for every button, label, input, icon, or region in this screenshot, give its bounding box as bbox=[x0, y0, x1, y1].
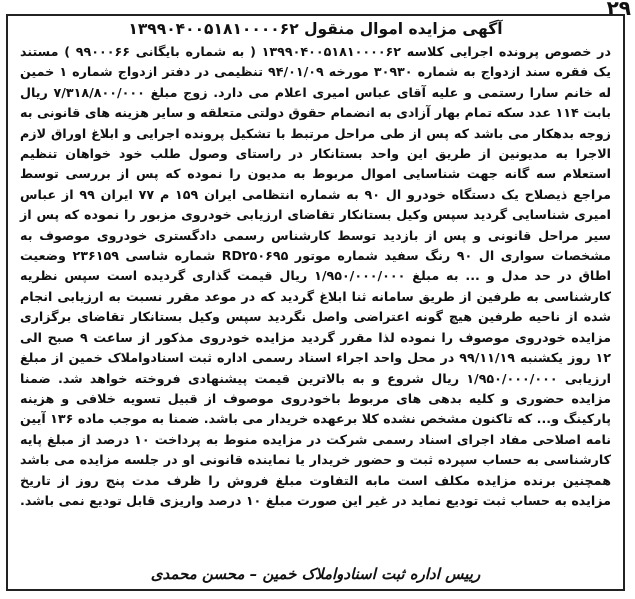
notice-signature: رییس اداره ثبت اسنادواملاک خمین – محسن محمدی bbox=[150, 565, 481, 583]
corner-page-number: ۲۹ bbox=[606, 0, 631, 20]
notice-frame bbox=[6, 14, 625, 591]
notice-title: آگهی مزایده اموال منقول ۱۳۹۹۰۴۰۰۵۱۸۱۰۰۰۰۶۲ bbox=[128, 20, 503, 38]
notice-body: در خصوص پرونده اجرایی کلاسه ۱۳۹۹۰۴۰۰۵۱۸۱۰۰۰۰۶۲ ( به شماره بایگانی ۹۹۰۰۰۶۶ ) مستند یک فقره سند ازدواج به شماره ۳۰۹۳۰ مورخه ۹۴/۰۱/۰۹ تنظیمی در دفتر ازدواج شماره ۱ خمین له خانم سارا رستمی و علیه آقای عباس امیری اعلام می دارد. زوج مبلغ ۷/۳۱۸/۸۰۰/۰۰۰ ریال بابت ۱۱۴ عدد سکه تمام بهار آزادی به انضمام حقوق دولتی متعلقه و سایر هزینه های قانونی به زوجه بدهکار می باشد که پس از طی مراحل مرتبط با تشکیل پرونده اجرایی و ابلاغ اوراق لازم الاجرا به مدیونین از طریق این واحد بستانکار در راستای وصول طلب خود خواهان تنظیم استعلام سه گانه جهت شناسایی اموال مربوط به مدیون را نموده که پس از بررسی توسط مراجع ذیصلاح یک دستگاه خودرو ال ۹۰ به شماره انتظامی ایران ۱۵۹ م ۷۷ ایران ۹۹ از عباس امیری شناسایی گردید سپس وکیل بستانکار تقاضای ارزیابی خودروی مزبور را نموده که پس از سیر مراحل قانونی و پس از بازدید توسط کارشناس رسمی دادگستری خودروی موصوف به مشخصات سواری ال ۹۰ رنگ سفید شماره موتور RD۲۵۰۶۹۵ شماره شاسی ۲۳۶۱۵۹ وضعیت اطاق در حد مدل و ... به مبلغ ۱/۹۵۰/۰۰۰/۰۰۰ ریال قیمت گذاری گردیده است سپس نظریه کارشناسی به طرفین از طریق سامانه ثنا ابلاغ گردید که در موعد مقرر نسبت به ارزیابی انجام شده از ناحیه طرفین هیچ گونه اعتراضی واصل نگردید سپس وکیل بستانکار تقاضای برگزاری مزایده خودروی موصوف را نموده لذا مقرر گردید مزایده خودروی مذکور از ساعت ۹ صبح الی ۱۲ روز یکشنبه ۹۹/۱۱/۱۹ در محل واحد اجراء اسناد رسمی اداره ثبت اسنادواملاک خمین از مبلغ ارزیابی ۱/۹۵۰/۰۰۰/۰۰۰ ریال شروع و به بالاترین قیمت پیشنهادی فروخته خواهد شد. ضمنا مزایده حضوری و کلیه بدهی های مربوط باخودروی موصوف از قبیل تسویه خلافی و هزینه پارکینگ و... که تاکنون مشخص نشده کلا برعهده خریدار می باشد. ضمنا به موجب ماده ۱۳۶ آیین نامه اصلاحی مفاد اجرای اسناد رسمی شرکت در مزایده منوط به پرداخت ۱۰ درصد از مبلغ پایه کارشناسی به حساب سپرده ثبت و حضور خریدار یا نماینده قانونی او در جلسه مزایده می باشد همچنین برنده مزایده مکلف است مابه التفاوت مبلغ فروش را ظرف مدت پنج روز از تاریخ مزایده به حساب ثبت تودیع نماید در غیر این صورت مبلغ ۱۰ درصد واریزی قابل تودیع نمی باشد. bbox=[20, 44, 612, 508]
